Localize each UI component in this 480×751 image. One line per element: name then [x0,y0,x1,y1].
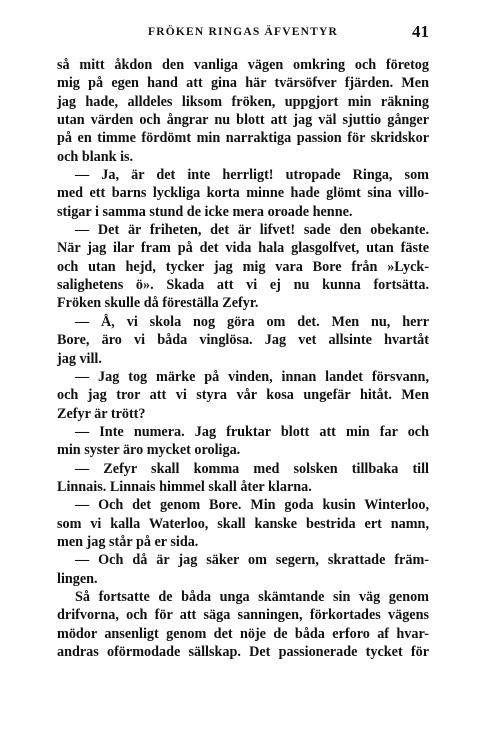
text-line: Fröken skulle då föreställa Zefyr. [57,295,259,312]
page-number: 41 [412,22,429,41]
text-line: salighetens ö». Skada att vi ej nu kunna fortsätta. [57,277,429,294]
text-line: Bore, äro vi båda vinglösa. Jag vet allsinte hvartåt [57,332,429,349]
text-line: Så fortsatte de båda unga skämtande sin väg genom [75,588,429,605]
text-line: — Och det genom Bore. Min goda kusin Winterloo, [75,497,429,514]
text-line: — Det är friheten, det är lifvet! sade den obekante. [75,222,429,239]
text-line: — Och då är jag säker om segern, skrattade främ- [75,552,429,569]
text-line: mödor ansenligt genom det nöje de båda erforo af hvar- [57,625,429,642]
text-line: och utan hejd, tycker jag mig vara Bore från »Lyck- [57,258,429,275]
text-line: som vi kalla Waterloo, skall kanske bestrida ert namn, [57,515,429,532]
text-line: på en timme fördömt min narraktiga passion för skridskor [57,130,429,147]
text-line: mig på egen hand att gina här tvärsöfver fjärden. Men [57,75,429,92]
text-line: men jag står på er sida. [57,533,199,550]
text-line: stigar i samma stund de icke mera oroade henne. [57,203,353,220]
text-line: lingen. [57,570,98,587]
text-line: — Zefyr skall komma med solsken tillbaka till [75,460,429,477]
text-line: andras oförmodade sällskap. Det passionerade tycket för [57,644,429,660]
text-line: jag hade, alldeles liksom fröken, uppgjort min räkning [57,93,429,110]
text-line: min syster äro mycket oroliga. [57,442,241,459]
text-line: Linnais. Linnais himmel skall åter klarna. [57,478,312,495]
book-page [57,0,429,751]
text-line: drifvorna, och för att säga sanningen, förkortades vägens [57,607,429,624]
running-title: FRÖKEN RINGAS ÄFVENTYR [148,26,338,38]
text-line: och blank is. [57,148,134,165]
body-text [57,56,429,661]
text-line: Zefyr är trött? [57,405,146,422]
text-line: — Å, vi skola nog göra om det. Men nu, herr [75,313,429,330]
text-line: — Ja, är det inte herrligt! utropade Ringa, som [75,167,429,184]
text-line: — Jag tog märke på vinden, innan landet försvann, [75,368,429,385]
text-line: När jag ilar fram på det vida hala glasgolfvet, utan fäste [57,240,429,257]
text-line: med ett barns lyckliga korta minne hade glömt sina villo- [57,185,429,202]
text-line: utan värden och ångrar nu blott att jag väl sjuttio gånger [57,112,429,129]
text-line: jag vill. [57,350,102,367]
text-line: så mitt åkdon den vanliga vägen omkring och företog [57,57,429,73]
text-line: och jag tror att vi styra vår kosa ungefär hitåt. Men [57,387,429,404]
text-line: — Inte numera. Jag fruktar blott att min far och [75,423,429,440]
running-header [57,22,429,42]
